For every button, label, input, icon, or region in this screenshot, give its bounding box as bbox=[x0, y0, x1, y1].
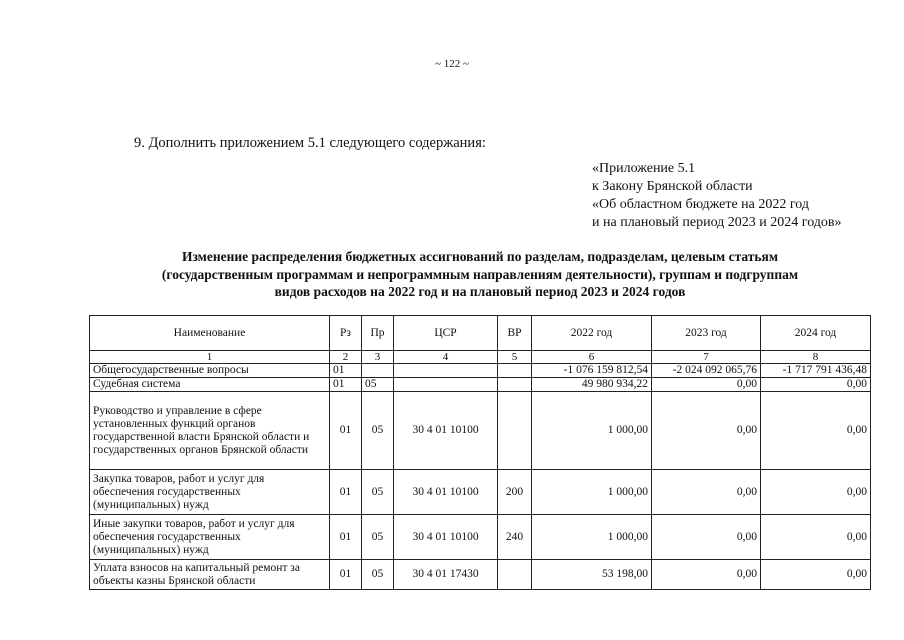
row-name: Руководство и управление в сфере установленных функций органов государственной власти Брянской области и государственных органов Брянской области bbox=[90, 392, 330, 470]
row-name: Уплата взносов на капитальный ремонт за объекты казны Брянской области bbox=[90, 560, 330, 590]
annex-line: к Закону Брянской области bbox=[592, 179, 753, 194]
row-2023: 0,00 bbox=[652, 392, 761, 470]
column-number: 6 bbox=[532, 351, 652, 364]
table-row bbox=[90, 515, 871, 560]
annex-line: «Об областном бюджете на 2022 год bbox=[592, 197, 809, 212]
row-csr bbox=[394, 378, 498, 392]
table-row bbox=[90, 392, 871, 470]
row-2024: 0,00 bbox=[761, 515, 871, 560]
row-pr: 05 bbox=[362, 470, 394, 515]
header-csr: ЦСР bbox=[394, 316, 498, 351]
row-2023: 0,00 bbox=[652, 470, 761, 515]
row-2023: 0,00 bbox=[652, 515, 761, 560]
column-number: 2 bbox=[330, 351, 362, 364]
row-2022: 1 000,00 bbox=[532, 515, 652, 560]
column-number: 7 bbox=[652, 351, 761, 364]
row-2022: 49 980 934,22 bbox=[532, 378, 652, 392]
row-vr bbox=[498, 392, 532, 470]
header-rz: Рз bbox=[330, 316, 362, 351]
header-2023: 2023 год bbox=[652, 316, 761, 351]
row-2022: 1 000,00 bbox=[532, 470, 652, 515]
column-number-row bbox=[90, 351, 871, 364]
table-row bbox=[90, 378, 871, 392]
row-2024: 0,00 bbox=[761, 560, 871, 590]
header-2024: 2024 год bbox=[761, 316, 871, 351]
annex-line: и на плановый период 2023 и 2024 годов» bbox=[592, 215, 842, 230]
column-number: 1 bbox=[90, 351, 330, 364]
table-row bbox=[90, 470, 871, 515]
row-vr bbox=[498, 364, 532, 378]
annex-header bbox=[592, 160, 842, 232]
row-pr: 05 bbox=[362, 515, 394, 560]
row-rz: 01 bbox=[330, 515, 362, 560]
row-vr: 200 bbox=[498, 470, 532, 515]
title-line: (государственным программам и непрограммным направлениям деятельности), группам и подгруппам bbox=[161, 266, 799, 282]
column-number: 4 bbox=[394, 351, 498, 364]
title-line: видов расходов на 2022 год и на плановый период 2023 и 2024 годов bbox=[274, 284, 686, 299]
header-name: Наименование bbox=[90, 316, 330, 351]
row-csr: 30 4 01 10100 bbox=[394, 392, 498, 470]
row-name: Судебная система bbox=[90, 378, 330, 392]
table-row bbox=[90, 560, 871, 590]
row-2024: -1 717 791 436,48 bbox=[761, 364, 871, 378]
row-2024: 0,00 bbox=[761, 392, 871, 470]
row-name: Иные закупки товаров, работ и услуг для обеспечения государственных (муниципальных) нужд bbox=[90, 515, 330, 560]
row-pr bbox=[362, 364, 394, 378]
row-rz: 01 bbox=[330, 364, 362, 378]
title-line: Изменение распределения бюджетных ассигнований по разделам, подразделам, целевым статьям bbox=[181, 249, 779, 264]
table-header-row bbox=[90, 316, 871, 351]
row-csr: 30 4 01 10100 bbox=[394, 470, 498, 515]
row-name: Общегосударственные вопросы bbox=[90, 364, 330, 378]
row-pr: 05 bbox=[362, 378, 394, 392]
row-rz: 01 bbox=[330, 470, 362, 515]
row-vr bbox=[498, 560, 532, 590]
row-name: Закупка товаров, работ и услуг для обеспечения государственных (муниципальных) нужд bbox=[90, 470, 330, 515]
document-title bbox=[100, 248, 860, 301]
intro-paragraph: 9. Дополнить приложением 5.1 следующего содержания: bbox=[134, 135, 486, 151]
row-2022: 1 000,00 bbox=[532, 392, 652, 470]
page-number: ~ 122 ~ bbox=[435, 58, 469, 70]
row-2023: 0,00 bbox=[652, 378, 761, 392]
row-pr: 05 bbox=[362, 560, 394, 590]
row-2023: 0,00 bbox=[652, 560, 761, 590]
column-number: 5 bbox=[498, 351, 532, 364]
column-number: 3 bbox=[362, 351, 394, 364]
row-2022: 53 198,00 bbox=[532, 560, 652, 590]
row-pr: 05 bbox=[362, 392, 394, 470]
row-vr: 240 bbox=[498, 515, 532, 560]
budget-table bbox=[89, 315, 871, 590]
table-row bbox=[90, 364, 871, 378]
header-2022: 2022 год bbox=[532, 316, 652, 351]
header-vr: ВР bbox=[498, 316, 532, 351]
header-pr: Пр bbox=[362, 316, 394, 351]
row-csr: 30 4 01 10100 bbox=[394, 515, 498, 560]
row-csr bbox=[394, 364, 498, 378]
row-2023: -2 024 092 065,76 bbox=[652, 364, 761, 378]
row-2024: 0,00 bbox=[761, 378, 871, 392]
row-rz: 01 bbox=[330, 560, 362, 590]
row-vr bbox=[498, 378, 532, 392]
row-2022: -1 076 159 812,54 bbox=[532, 364, 652, 378]
annex-line: «Приложение 5.1 bbox=[592, 161, 696, 176]
row-rz: 01 bbox=[330, 378, 362, 392]
column-number: 8 bbox=[761, 351, 871, 364]
row-csr: 30 4 01 17430 bbox=[394, 560, 498, 590]
row-rz: 01 bbox=[330, 392, 362, 470]
row-2024: 0,00 bbox=[761, 470, 871, 515]
